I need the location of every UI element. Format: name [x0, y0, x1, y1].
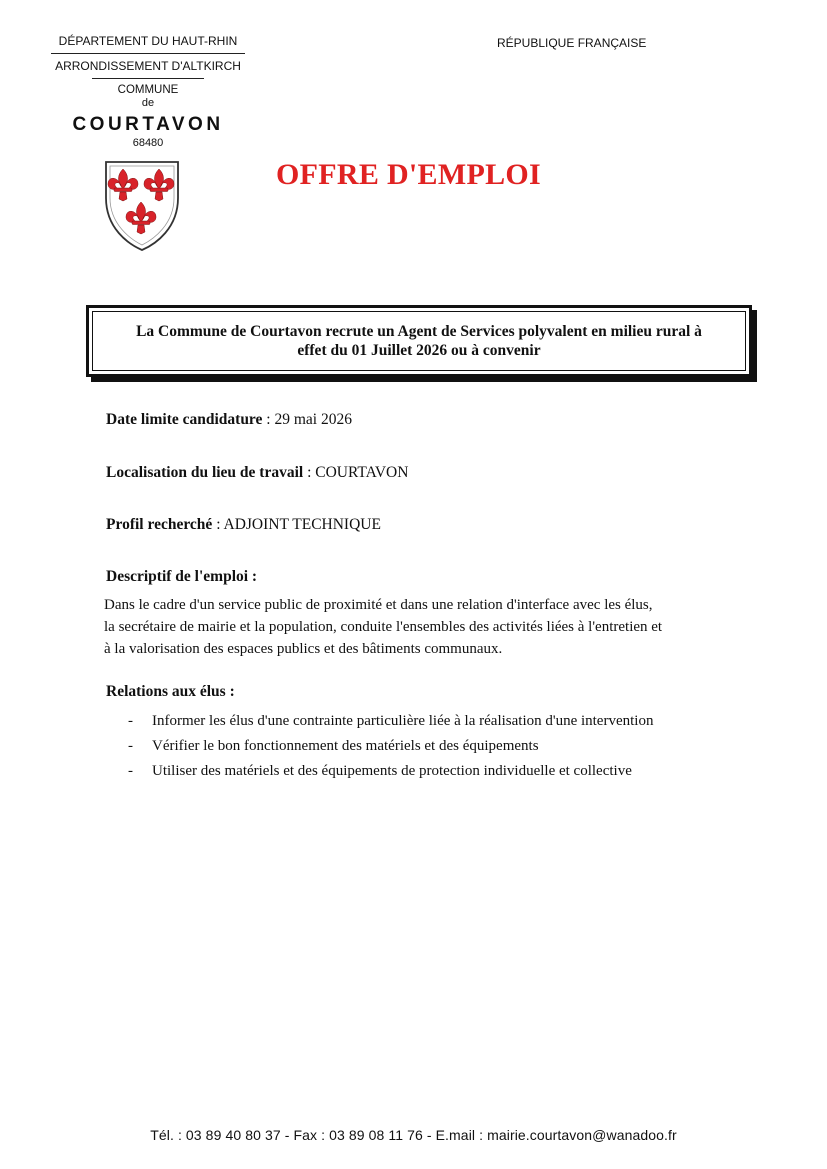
- list-dash: -: [128, 763, 133, 779]
- descriptif-line: Dans le cadre d'un service public de proximité et dans une relation d'interface avec les élus,: [104, 597, 653, 613]
- republique-label: RÉPUBLIQUE FRANÇAISE: [497, 36, 647, 50]
- postal-code: 68480: [132, 137, 164, 149]
- list-item: [128, 760, 653, 785]
- descriptif-paragraph: [104, 594, 744, 660]
- list-dash: -: [128, 713, 133, 729]
- list-dash: -: [128, 738, 133, 754]
- list-item-text: Vérifier le bon fonctionnement des matériels et des équipements: [152, 738, 539, 754]
- commune-label: COMMUNE: [117, 84, 179, 96]
- contact-footer: Tél. : 03 89 40 80 37 - Fax : 03 89 08 11 76 - E.mail : mairie.courtavon@wanadoo.fr: [150, 1127, 677, 1143]
- list-item-text: Utiliser des matériels et des équipements de protection individuelle et collective: [152, 763, 632, 779]
- announcement-line-1: La Commune de Courtavon recrute un Agent de Services polyvalent en milieu rural à: [136, 323, 702, 340]
- announcement-banner-inner: [92, 311, 746, 371]
- header-divider: [51, 53, 245, 54]
- commune-name: COURTAVON: [72, 114, 224, 135]
- localisation-value: : COURTAVON: [303, 464, 409, 481]
- departement-label: DÉPARTEMENT DU HAUT-RHIN: [58, 34, 238, 48]
- announcement-line-2: effet du 01 Juillet 2026 ou à convenir: [297, 342, 541, 359]
- coat-of-arms-icon: [104, 160, 180, 252]
- profil-label: Profil recherché: [106, 516, 213, 533]
- date-limite-value: : 29 mai 2026: [262, 411, 352, 428]
- relations-list: [128, 710, 653, 785]
- date-limite-label: Date limite candidature: [106, 411, 263, 428]
- list-item: [128, 710, 653, 735]
- issuer-block: [48, 34, 248, 149]
- de-label: de: [141, 97, 155, 109]
- descriptif-line: la secrétaire de mairie et la population, conduite l'ensembles des activités liées à l'entretien et: [104, 619, 663, 635]
- descriptif-line: à la valorisation des espaces publics et des bâtiments communaux.: [104, 641, 503, 657]
- list-item-text: Informer les élus d'une contrainte particulière liée à la réalisation d'une intervention: [152, 713, 654, 729]
- descriptif-heading: Descriptif de l'emploi :: [106, 568, 258, 585]
- list-item: [128, 735, 653, 760]
- announcement-text: [136, 322, 702, 360]
- announcement-banner: [86, 305, 752, 377]
- profil-field: [106, 516, 381, 534]
- header-divider: [92, 78, 204, 79]
- page-title: OFFRE D'EMPLOI: [276, 158, 542, 191]
- arrondissement-label: ARRONDISSEMENT D'ALTKIRCH: [55, 59, 241, 73]
- date-limite-field: [106, 411, 352, 429]
- localisation-label: Localisation du lieu de travail: [106, 464, 304, 481]
- relations-heading: Relations aux élus :: [106, 683, 235, 700]
- profil-value: : ADJOINT TECHNIQUE: [212, 516, 381, 533]
- localisation-field: [106, 464, 408, 482]
